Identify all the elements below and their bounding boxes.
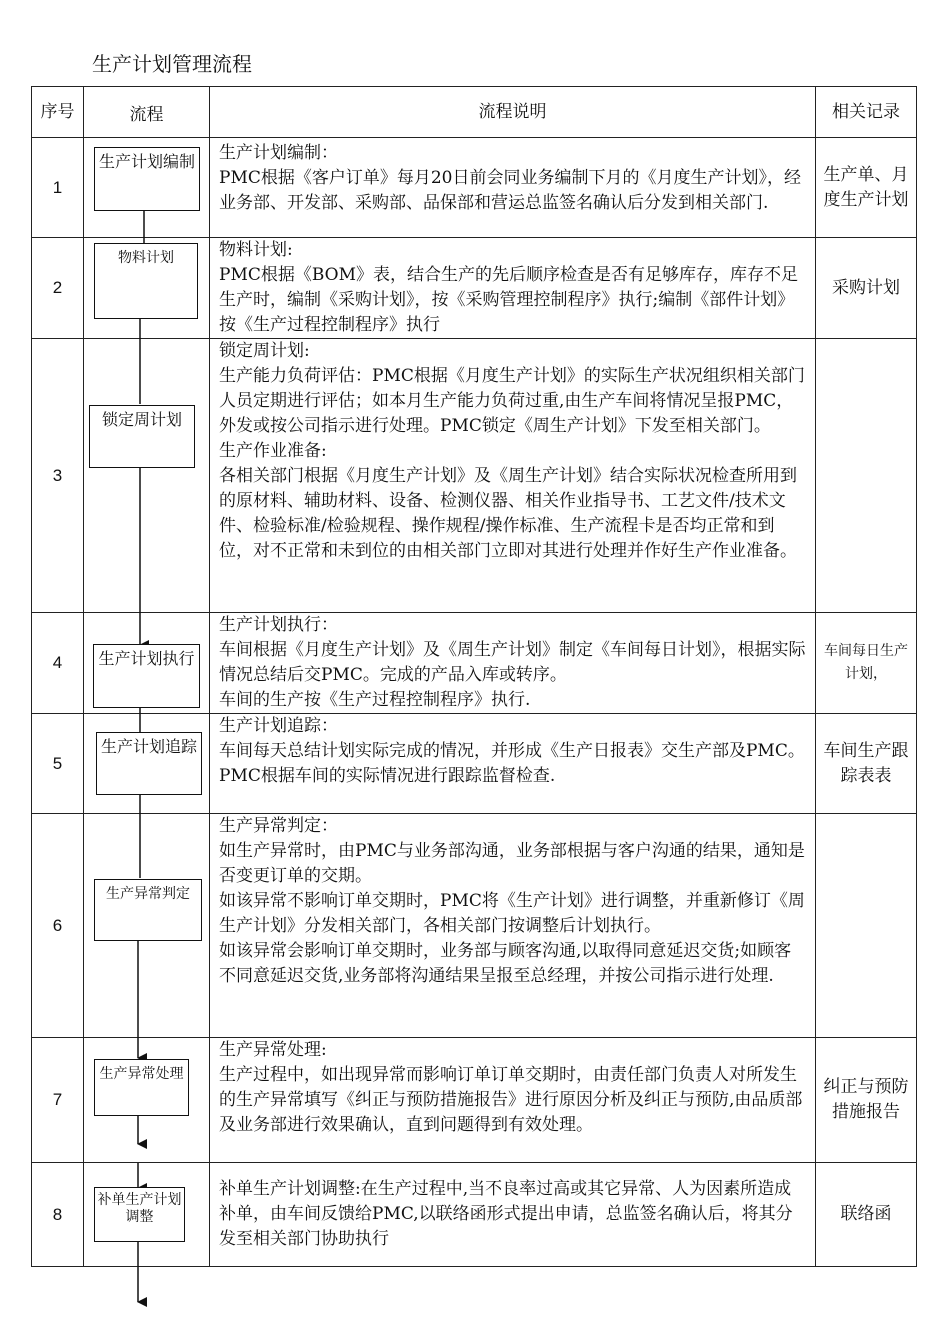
flow-box-abnormal-judge: 生产异常判定 bbox=[94, 879, 202, 941]
row-desc: 生产计划追踪： 车间每天总结计划实际完成的情况，并形成《生产日报表》交生产部及PMC。 PMC根据车间的实际情况进行跟踪监督检查. bbox=[210, 714, 816, 814]
row-record: 生产单、月度生产计划 bbox=[816, 138, 917, 238]
header-num: 序号 bbox=[32, 87, 84, 138]
row-record: 车间每日生产计划， bbox=[816, 613, 917, 714]
row-record bbox=[816, 814, 917, 1038]
page-title: 生产计划管理流程 bbox=[92, 52, 252, 76]
row-record: 联络函 bbox=[816, 1163, 917, 1267]
header-flow: 流程 bbox=[84, 87, 210, 138]
row-desc: 生产异常判定： 如生产异常时，由PMC与业务部沟通，业务部根据与客户沟通的结果，通知是否变更订单的交期。 如该异常不影响订单交期时，PMC将《生产计划》进行调整，并重新修订《周生产计划》分发相关部门，各相关部门按调整后计划执行。 如该异常会影响订单交期时，业务部与顾客沟通,以取得同意延迟交货;如顾客不同意延迟交货,业务部将沟通结果呈报至总经理，并按公司指示进行处理. bbox=[210, 814, 816, 1038]
flow-box-plan-execute: 生产计划执行 bbox=[93, 644, 200, 708]
header-record: 相关记录 bbox=[816, 87, 917, 138]
flow-box-lock-weekly: 锁定周计划 bbox=[89, 405, 195, 468]
row-num: 3 bbox=[32, 339, 84, 613]
row-num: 4 bbox=[32, 613, 84, 714]
flow-box-material-plan: 物料计划 bbox=[94, 243, 198, 319]
row-record: 车间生产跟踪表表 bbox=[816, 714, 917, 814]
row-num: 2 bbox=[32, 238, 84, 339]
row-num: 5 bbox=[32, 714, 84, 814]
flow-box-abnormal-handle: 生产异常处理 bbox=[94, 1059, 189, 1116]
flow-box-supplement-adjust: 补单生产计划调整 bbox=[94, 1187, 185, 1242]
row-num: 6 bbox=[32, 814, 84, 1038]
table-header-row bbox=[32, 87, 917, 138]
row-desc: 锁定周计划: 生产能力负荷评估：PMC根据《月度生产计划》的实际生产状况组织相关部门人员定期进行评估；如本月生产能力负荷过重,由生产车间将情况呈报PMC，外发或按公司指示进行处理。PMC锁定《周生产计划》下发至相关部门。 生产作业准备: 各相关部门根据《月度生产计划》及《周生产计划》结合实际状况检查所用到的原材料、辅助材料、设备、检测仪器、相关作业指导书、工艺文件/技术文件、检验标准/检验规程、操作规程/操作标准、生产流程卡是否均正常和到位，对不正常和未到位的由相关部门立即对其进行处理并作好生产作业准备。 bbox=[210, 339, 816, 613]
row-desc: 生产计划编制： PMC根据《客户订单》每月20日前会同业务编制下月的《月度生产计划》，经业务部、开发部、采购部、品保部和营运总监签名确认后分发到相关部门. bbox=[210, 138, 816, 238]
row-desc: 物料计划: PMC根据《BOM》表，结合生产的先后顺序检查是否有足够库存，库存不足生产时，编制《采购计划》，按《采购管理控制程序》执行;编制《部件计划》按《生产过程控制程序》执行 bbox=[210, 238, 816, 339]
row-record: 纠正与预防措施报告 bbox=[816, 1038, 917, 1163]
row-num: 7 bbox=[32, 1038, 84, 1163]
flow-box-plan-track: 生产计划追踪 bbox=[96, 732, 202, 795]
row-record bbox=[816, 339, 917, 613]
row-num: 8 bbox=[32, 1163, 84, 1267]
row-desc: 生产计划执行： 车间根据《月度生产计划》及《周生产计划》制定《车间每日计划》，根据实际情况总结后交PMC。完成的产品入库或转序。 车间的生产按《生产过程控制程序》执行. bbox=[210, 613, 816, 714]
flow-box-plan-compile: 生产计划编制 bbox=[94, 147, 200, 211]
row-record: 采购计划 bbox=[816, 238, 917, 339]
row-desc: 生产异常处理: 生产过程中，如出现异常而影响订单订单交期时，由责任部门负责人对所发生的生产异常填写《纠正与预防措施报告》进行原因分析及纠正与预防,由品质部及业务部进行效果确认，直到问题得到有效处理。 bbox=[210, 1038, 816, 1163]
header-desc: 流程说明 bbox=[210, 87, 816, 138]
table-row bbox=[32, 339, 917, 613]
row-desc: 补单生产计划调整:在生产过程中,当不良率过高或其它异常、人为因素所造成补单，由车间反馈给PMC,以联络函形式提出申请，总监签名确认后，将其分发至相关部门协助执行 bbox=[210, 1163, 816, 1267]
row-num: 1 bbox=[32, 138, 84, 238]
